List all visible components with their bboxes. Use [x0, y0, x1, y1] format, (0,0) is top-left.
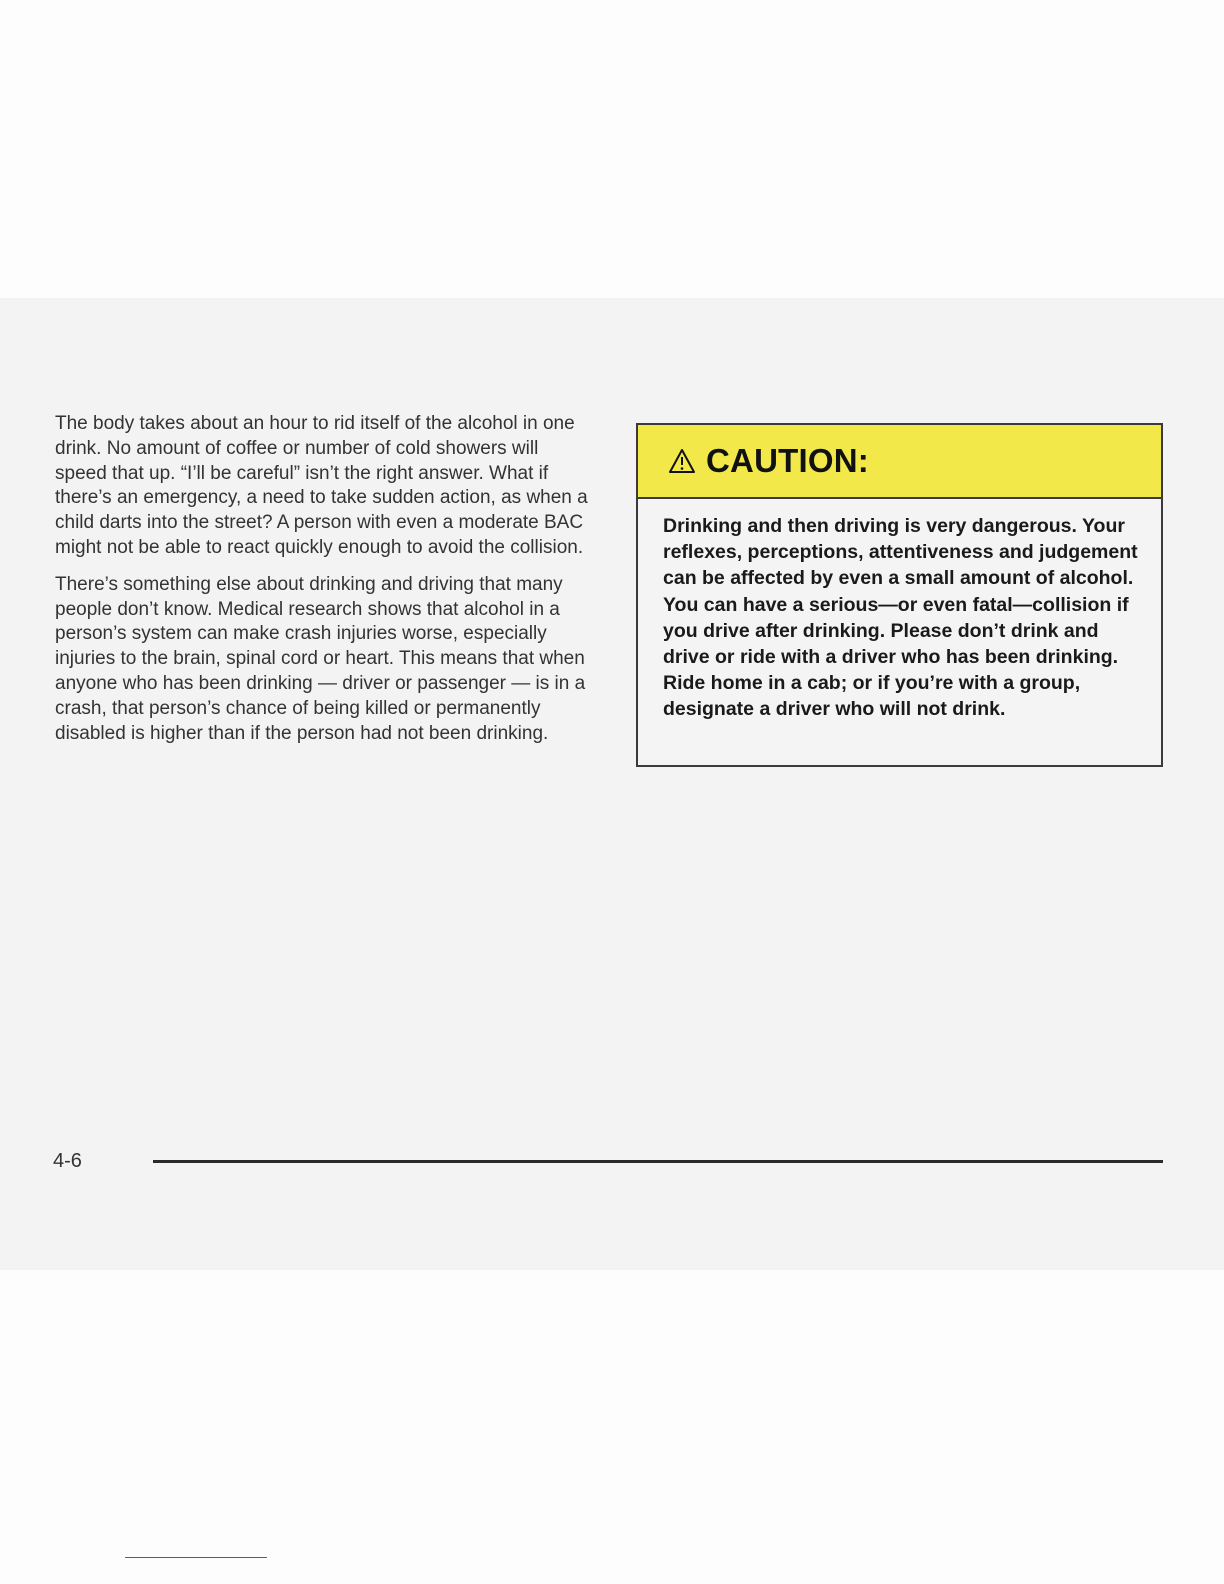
- caution-title: CAUTION:: [706, 442, 869, 479]
- footer-divider: [153, 1160, 1163, 1163]
- caution-box: [636, 423, 1163, 767]
- body-text-column: [55, 412, 595, 758]
- warning-triangle-icon: [668, 448, 696, 474]
- body-paragraph-1: The body takes about an hour to rid itself of the alcohol in one drink. No amount of coffee or number of cold showers will speed that up. “I’ll be careful” isn’t the right answer. What if there’s an emergency, a need to take sudden action, as when a child darts into the street? A person with even a moderate BAC might not be able to react quickly enough to avoid the collision.: [55, 413, 588, 558]
- caution-text: Drinking and then driving is very dangerous. Your reflexes, perceptions, attentiveness and judgement can be affected by even a small amount of alcohol. You can have a serious—or even fatal—collision if you drive after drinking. Please don’t drink and drive or ride with a driver who has been drinking. Ride home in a cab; or if you’re with a group, designate a driver who will not drink.: [663, 515, 1138, 721]
- page-number: 4-6: [53, 1150, 82, 1172]
- bottom-link-underline: [125, 1557, 267, 1558]
- caution-header: [638, 425, 1161, 499]
- body-paragraph-2: There’s something else about drinking and driving that many people don’t know. Medical research shows that alcohol in a person’s system can make crash injuries worse, especially injuries to the brain, spinal cord or heart. This means that when anyone who has been drinking — driver or passenger — is in a crash, that person’s chance of being killed or permanently disabled is higher than if the person had not been drinking.: [55, 573, 586, 744]
